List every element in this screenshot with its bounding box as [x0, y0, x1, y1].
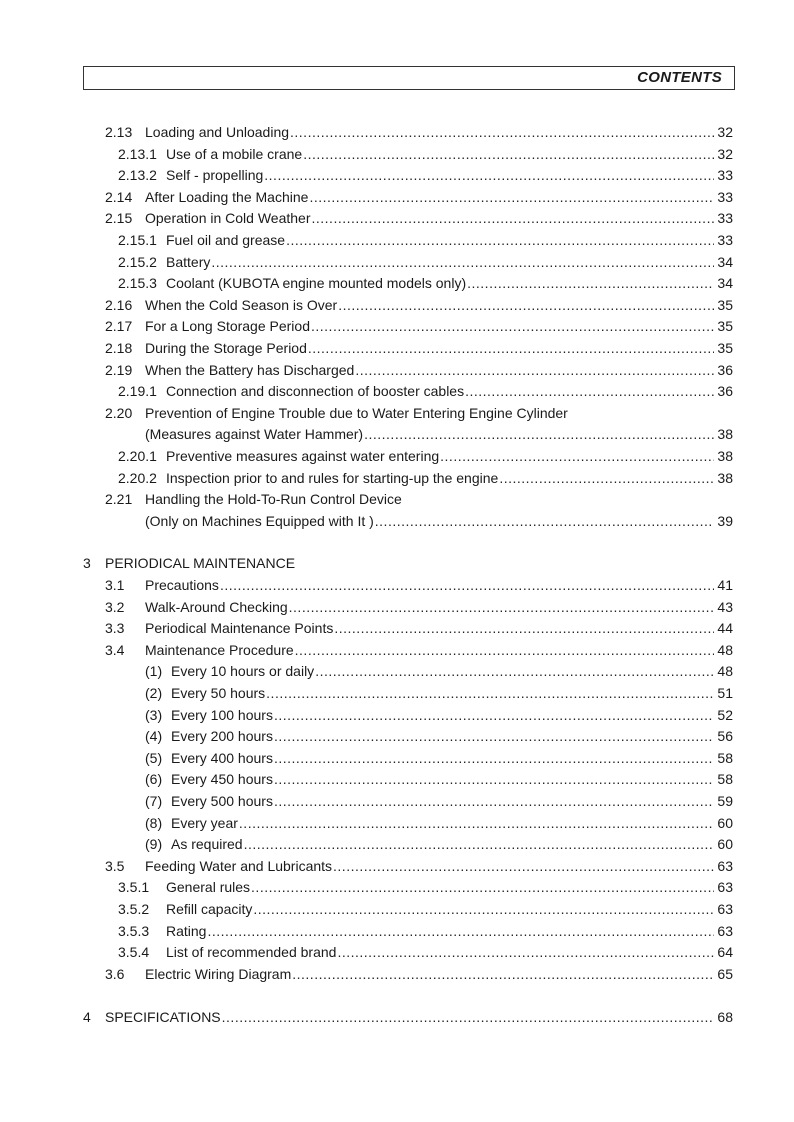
- toc-entry-title: Use of a mobile crane: [166, 145, 303, 162]
- dot-leader: [292, 964, 714, 985]
- dot-leader: [295, 640, 714, 661]
- toc-entry-number: 3.4: [105, 641, 125, 658]
- toc-page-number: 34: [717, 275, 733, 292]
- dot-leader: [499, 468, 714, 489]
- toc-entry-title: Refill capacity: [166, 901, 253, 917]
- toc-entry-title: After Loading the Machine: [145, 188, 309, 205]
- toc-entry-title: During the Storage Period: [145, 340, 307, 356]
- toc-entry-number: 2.15.2: [118, 253, 157, 270]
- toc-entry-title: Walk-Around Checking: [145, 598, 288, 615]
- toc-page-number: 63: [717, 922, 733, 939]
- dot-leader: [315, 661, 714, 682]
- toc-entry-title: Every 450 hours: [171, 771, 273, 788]
- dot-leader: [266, 683, 714, 704]
- toc-page-number: 38: [717, 426, 733, 443]
- toc-entry[interactable]: [105, 187, 733, 208]
- toc-entry[interactable]: [105, 338, 733, 359]
- dot-leader: [244, 834, 714, 855]
- toc-entry-continuation[interactable]: [145, 424, 733, 445]
- toc-entry[interactable]: [118, 942, 733, 963]
- dot-leader: [222, 1007, 714, 1028]
- toc-entry[interactable]: [145, 769, 733, 790]
- toc-entry[interactable]: [145, 748, 733, 769]
- chapter-number: 3: [83, 555, 91, 571]
- toc-entry-title: Every 10 hours or daily: [171, 663, 315, 680]
- toc-entry[interactable]: [118, 446, 733, 467]
- toc-entry-title: Electric Wiring Diagram: [145, 965, 292, 982]
- toc-entry-number: 3.1: [105, 577, 125, 593]
- toc-entry-title: As required: [171, 836, 243, 853]
- toc-page-number: 34: [717, 253, 733, 270]
- dot-leader: [290, 122, 714, 143]
- dot-leader: [334, 618, 714, 639]
- toc-entry-number: (8): [145, 814, 163, 831]
- toc-page-number: 35: [717, 296, 733, 313]
- toc-entry-number: (5): [145, 749, 163, 766]
- dot-leader: [467, 273, 714, 294]
- toc-page-number: 33: [717, 188, 733, 205]
- toc-page-number: 35: [717, 318, 733, 335]
- toc-entry-number: 2.20.2: [118, 469, 157, 486]
- dot-leader: [289, 597, 714, 618]
- toc-entry-title: Inspection prior to and rules for starting-up the engine: [166, 469, 499, 486]
- toc-entry-number: (1): [145, 663, 163, 680]
- toc-entry-title: Self - propelling: [166, 167, 264, 184]
- toc-page-number: 38: [717, 469, 733, 486]
- toc-entry-title: Maintenance Procedure: [145, 641, 294, 658]
- toc-page-number: 32: [717, 145, 733, 162]
- toc-page-number: 48: [717, 663, 733, 680]
- toc-entry-number: (4): [145, 728, 163, 745]
- toc-entry-title: Every year: [171, 814, 238, 831]
- toc-entry[interactable]: [118, 165, 733, 186]
- toc-entry-title: For a Long Storage Period: [145, 318, 310, 335]
- toc-entry-number: (6): [145, 771, 163, 788]
- page-title: CONTENTS: [637, 69, 722, 86]
- toc-page-number: 36: [717, 383, 733, 400]
- dot-leader: [274, 769, 714, 790]
- toc-page-number: 44: [717, 620, 733, 637]
- toc-entry[interactable]: [145, 661, 733, 682]
- toc-page-number: 63: [717, 857, 733, 874]
- toc-entry-number: 2.19.1: [118, 383, 157, 400]
- toc-entry[interactable]: [118, 252, 733, 273]
- toc-entry-number: (2): [145, 685, 163, 701]
- toc-page-number: 60: [717, 814, 733, 831]
- chapter-heading-4[interactable]: [83, 1007, 733, 1028]
- toc-entry[interactable]: [118, 381, 733, 402]
- toc-page-number: 33: [717, 167, 733, 184]
- toc-entry-number: 2.13.2: [118, 167, 157, 184]
- toc-entry[interactable]: [118, 899, 733, 920]
- toc-entry[interactable]: [118, 877, 733, 898]
- toc-entry-title: Fuel oil and grease: [166, 232, 286, 248]
- toc-entry-title: Periodical Maintenance Points: [145, 620, 334, 637]
- toc-entry[interactable]: [105, 360, 733, 381]
- toc-entry-number: 2.15.1: [118, 232, 157, 248]
- toc-entry-number: 2.18: [105, 340, 133, 356]
- dot-leader: [207, 921, 714, 942]
- toc-entry[interactable]: [105, 122, 733, 143]
- toc-entry-title: Precautions: [145, 577, 219, 593]
- chapter-heading-3[interactable]: [83, 553, 295, 574]
- dot-leader: [465, 381, 714, 402]
- chapter-title: SPECIFICATIONS: [105, 1009, 221, 1025]
- toc-page-number: 68: [717, 1009, 733, 1025]
- toc-page-number: 43: [717, 598, 733, 615]
- toc-entry[interactable]: [118, 273, 733, 294]
- dot-leader: [333, 856, 714, 877]
- dot-leader: [274, 726, 714, 747]
- toc-entry[interactable]: [105, 856, 733, 877]
- dot-leader: [286, 230, 714, 251]
- toc-page-number: 32: [717, 124, 733, 140]
- toc-entry-number: 3.6: [105, 965, 125, 982]
- toc-entry-number: 2.20: [105, 404, 133, 421]
- toc-entry-number: 2.13: [105, 124, 133, 140]
- toc-page-number: 58: [717, 749, 733, 766]
- toc-entry-title: When the Cold Season is Over: [145, 296, 338, 313]
- toc-page-number: 33: [717, 210, 733, 227]
- toc-page-number: 38: [717, 448, 733, 464]
- toc-entry-number: 3.5.1: [118, 879, 150, 896]
- toc-page-number: 36: [717, 361, 733, 378]
- toc-entry-continuation[interactable]: [145, 511, 733, 532]
- toc-entry-number: (3): [145, 706, 163, 723]
- toc-entry[interactable]: [105, 575, 733, 596]
- toc-entry-number: (9): [145, 836, 163, 853]
- toc-page-number: 63: [717, 879, 733, 896]
- toc-entry-title: General rules: [166, 879, 251, 896]
- toc-entry[interactable]: [145, 791, 733, 812]
- dot-leader: [309, 187, 714, 208]
- dot-leader: [375, 511, 714, 532]
- toc-entry-number: 3.5.3: [118, 922, 150, 939]
- dot-leader: [253, 899, 714, 920]
- toc-entry-number: 2.21: [105, 491, 133, 508]
- dot-leader: [303, 144, 714, 165]
- toc-entry-title: Every 50 hours: [171, 685, 266, 701]
- toc-entry[interactable]: [105, 618, 733, 639]
- toc-entry-title: Operation in Cold Weather: [145, 210, 311, 227]
- dot-leader: [274, 791, 714, 812]
- dot-leader: [220, 575, 714, 596]
- toc-page-number: 41: [717, 577, 733, 593]
- dot-leader: [264, 165, 714, 186]
- dot-leader: [211, 252, 714, 273]
- toc-entry-number: 3.5: [105, 857, 125, 874]
- toc-entry-number: (7): [145, 793, 163, 809]
- toc-entry[interactable]: [105, 597, 733, 618]
- toc-entry[interactable]: [118, 230, 733, 251]
- chapter-title: PERIODICAL MAINTENANCE: [105, 555, 296, 571]
- toc-page-number: 65: [717, 965, 733, 982]
- toc-entry-number: 3.3: [105, 620, 125, 637]
- toc-page-number: 48: [717, 641, 733, 658]
- dot-leader: [364, 424, 714, 445]
- toc-entry-title-continued: (Only on Machines Equipped with It ): [145, 512, 374, 529]
- toc-page-number: 39: [717, 512, 733, 529]
- toc-page-number: 60: [717, 836, 733, 853]
- toc-entry-title: Every 500 hours: [171, 793, 273, 809]
- dot-leader: [274, 748, 714, 769]
- toc-entry[interactable]: [145, 683, 733, 704]
- toc-page-number: 59: [717, 793, 733, 809]
- toc-entry-title: When the Battery has Discharged: [145, 361, 355, 378]
- toc-entry-title: Handling the Hold-To-Run Control Device: [145, 491, 402, 508]
- toc-entry[interactable]: [105, 964, 733, 985]
- toc-entry-number: 2.14: [105, 188, 133, 205]
- toc-page-number: 63: [717, 901, 733, 917]
- toc-entry[interactable]: [105, 403, 733, 424]
- toc-page-number: 64: [717, 944, 733, 961]
- dot-leader: [338, 295, 714, 316]
- toc-entry[interactable]: [145, 705, 733, 726]
- chapter-number: 4: [83, 1009, 91, 1025]
- toc-entry[interactable]: [105, 208, 733, 229]
- toc-entry-title: Rating: [166, 922, 207, 939]
- dot-leader: [355, 360, 714, 381]
- toc-page-number: 51: [717, 685, 733, 701]
- toc-entry-number: 2.19: [105, 361, 133, 378]
- dot-leader: [274, 705, 714, 726]
- toc-entry[interactable]: [118, 921, 733, 942]
- toc-entry-title: Every 100 hours: [171, 706, 273, 723]
- toc-entry-title: Coolant (KUBOTA engine mounted models only): [166, 275, 467, 292]
- toc-entry-number: 2.15.3: [118, 275, 157, 292]
- dot-leader: [311, 316, 714, 337]
- dot-leader: [337, 942, 714, 963]
- toc-entry[interactable]: [145, 834, 733, 855]
- toc-entry-number: 2.15: [105, 210, 133, 227]
- toc-entry-number: 3.2: [105, 598, 125, 615]
- toc-entry-number: 3.5.4: [118, 944, 150, 961]
- toc-entry[interactable]: [145, 813, 733, 834]
- toc-entry[interactable]: [105, 295, 733, 316]
- toc-entry-number: 3.5.2: [118, 901, 150, 917]
- toc-page-number: 35: [717, 340, 733, 356]
- toc-entry[interactable]: [145, 726, 733, 747]
- dot-leader: [312, 208, 715, 229]
- toc-entry-number: 2.16: [105, 296, 133, 313]
- toc-entry-number: 2.13.1: [118, 145, 157, 162]
- dot-leader: [239, 813, 714, 834]
- toc-entry-title: Loading and Unloading: [145, 124, 290, 140]
- toc-entry-title: Preventive measures against water entering: [166, 448, 440, 464]
- toc-entry-title-continued: (Measures against Water Hammer): [145, 426, 364, 443]
- toc-entry[interactable]: [118, 468, 733, 489]
- toc-entry-title: Every 200 hours: [171, 728, 273, 745]
- toc-entry-title: Every 400 hours: [171, 749, 273, 766]
- toc-entry-title: Prevention of Engine Trouble due to Water Entering Engine Cylinder: [145, 404, 568, 421]
- toc-entry[interactable]: [105, 316, 733, 337]
- toc-page-number: 52: [717, 706, 733, 723]
- toc-entry-title: List of recommended brand: [166, 944, 337, 961]
- toc-page-number: 58: [717, 771, 733, 788]
- toc-entry-number: 2.17: [105, 318, 133, 335]
- dot-leader: [308, 338, 714, 359]
- toc-entry-title: Battery: [166, 253, 211, 270]
- toc-entry[interactable]: [105, 640, 733, 661]
- toc-entry-title: Feeding Water and Lubricants: [145, 857, 333, 874]
- toc-entry-number: 2.20.1: [118, 448, 157, 464]
- dot-leader: [251, 877, 714, 898]
- toc-entry[interactable]: [105, 489, 733, 510]
- toc-page-number: 56: [717, 728, 733, 745]
- dot-leader: [440, 446, 714, 467]
- toc-entry-title: Connection and disconnection of booster cables: [166, 383, 465, 400]
- toc-entry[interactable]: [118, 144, 733, 165]
- toc-page-number: 33: [717, 232, 733, 248]
